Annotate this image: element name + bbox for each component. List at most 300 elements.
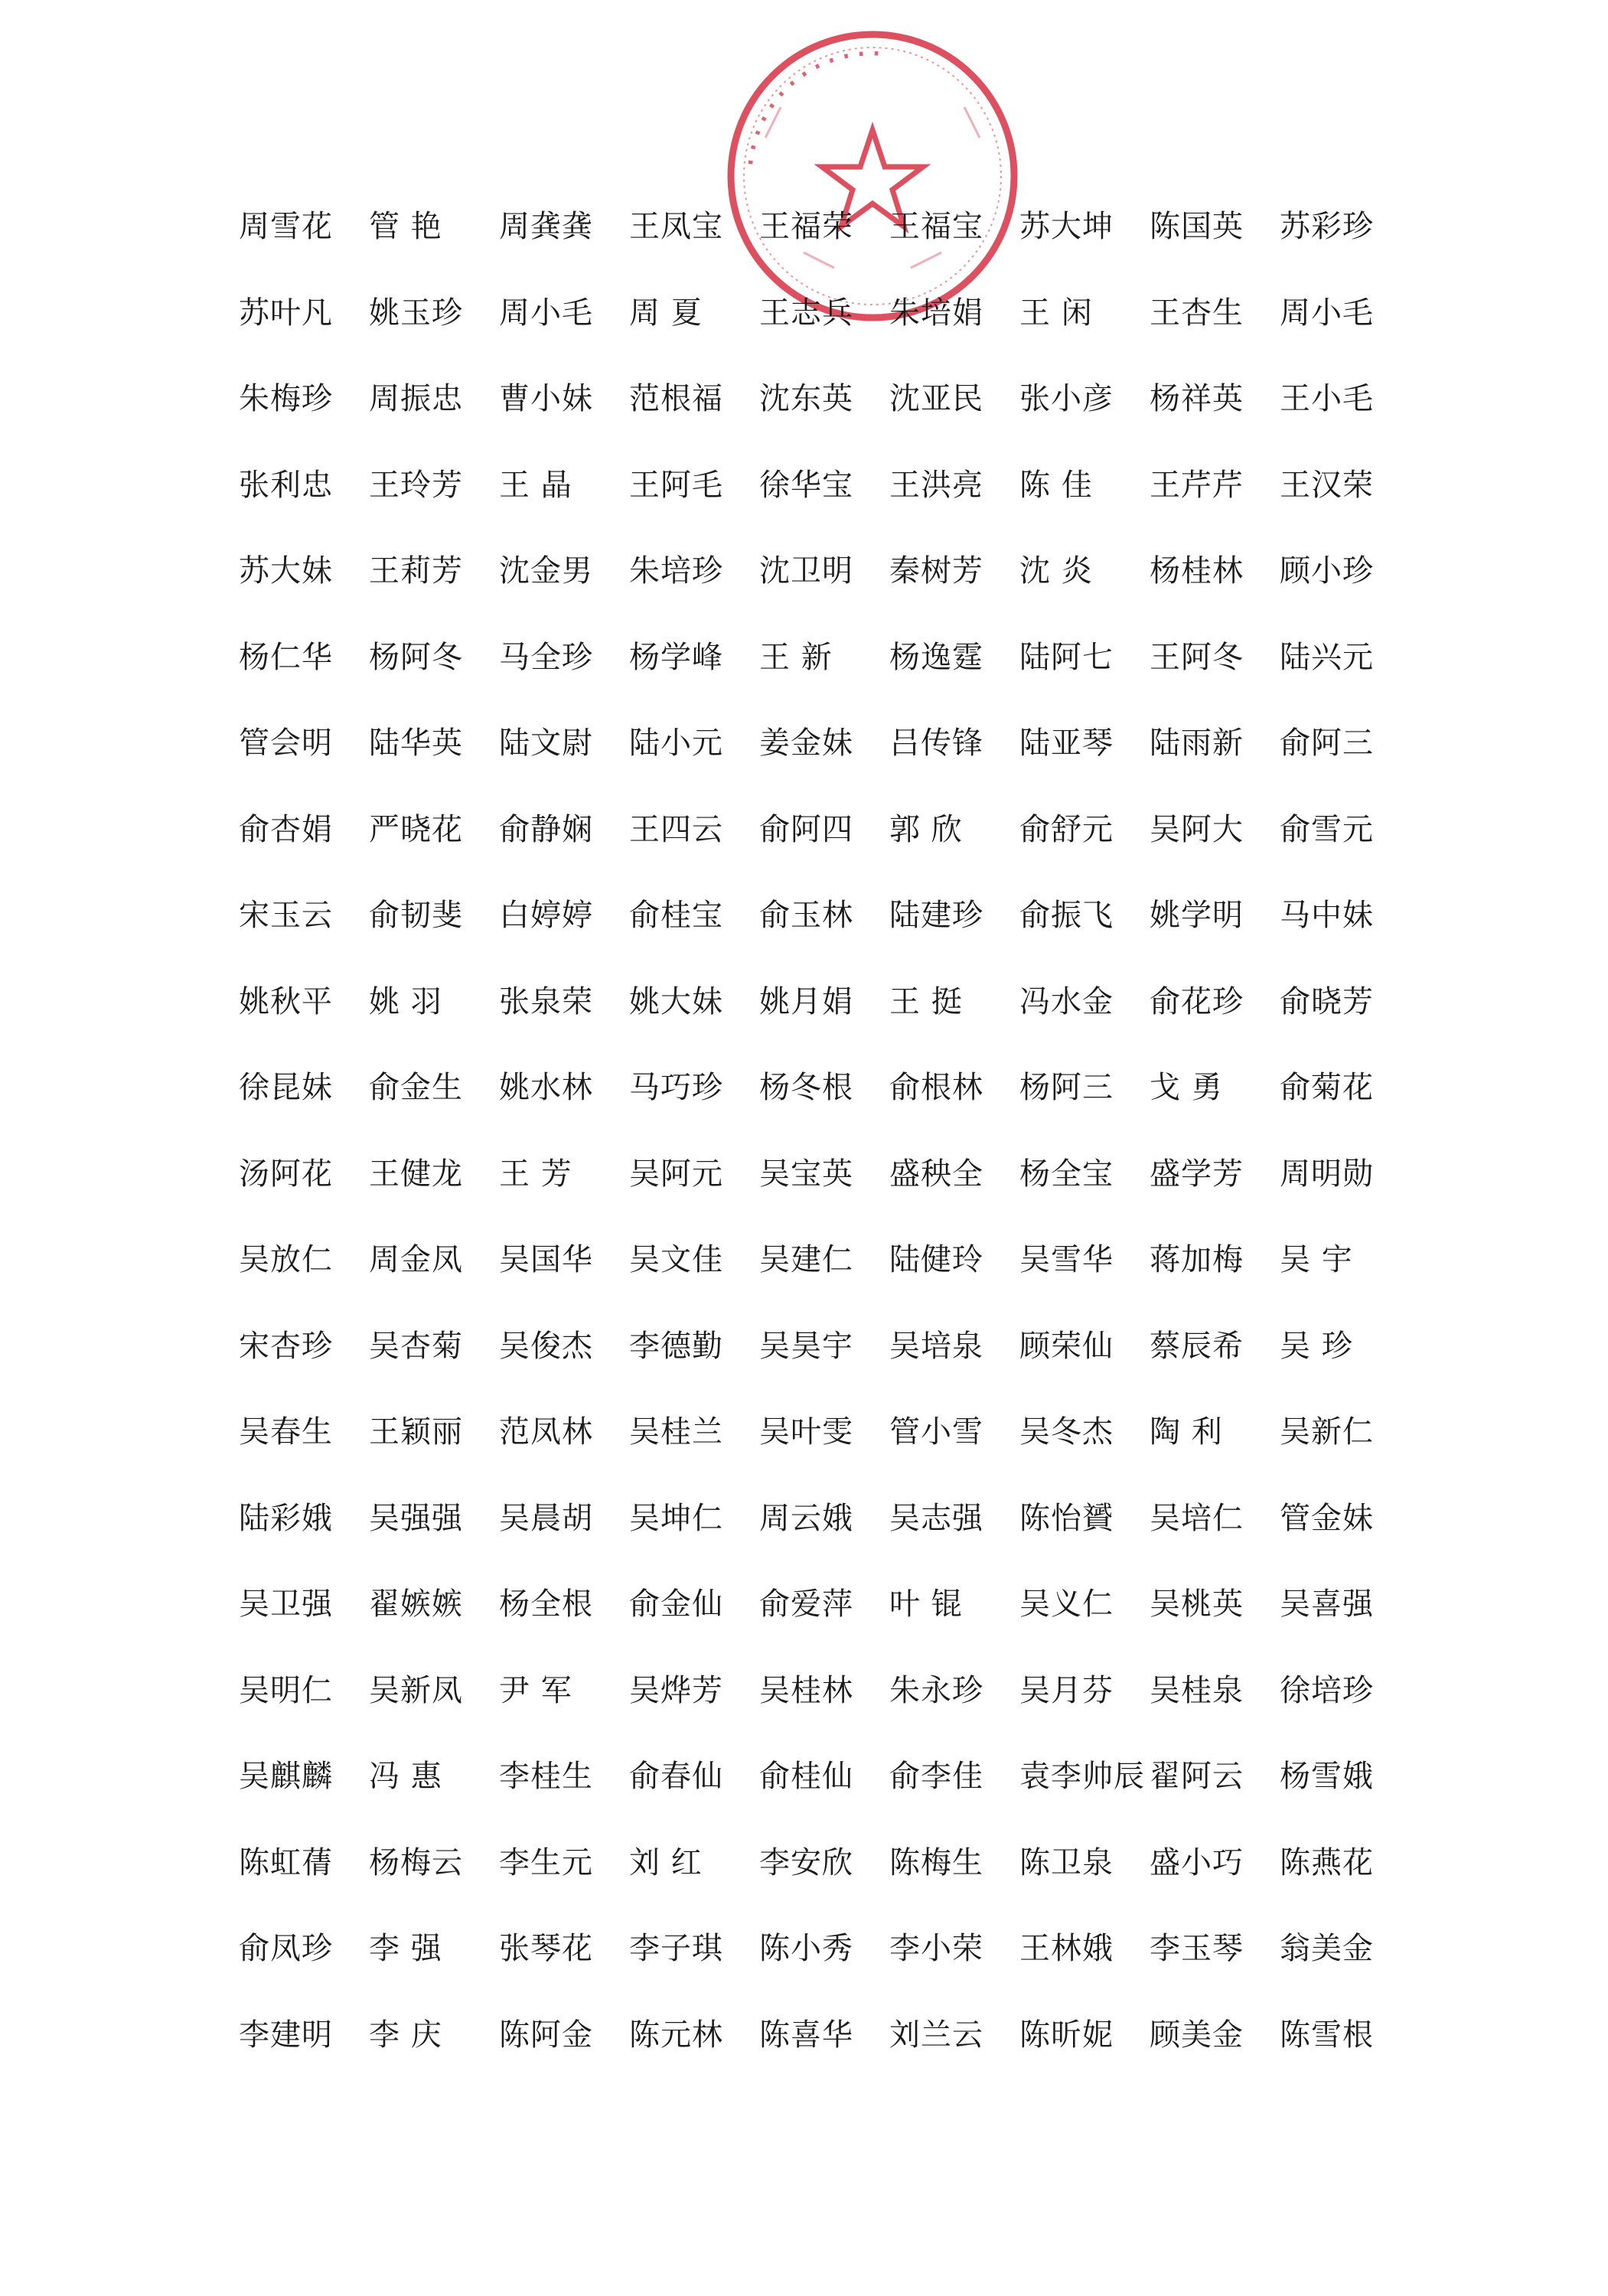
name-entry (759, 1672, 889, 1708)
name-text: 王汉荣 (1280, 467, 1374, 503)
name-entry (1280, 295, 1410, 331)
name-text: 杨全宝 (1019, 1156, 1114, 1192)
name-entry (499, 1672, 629, 1708)
name-entry (1019, 1242, 1150, 1278)
name-entry (629, 1242, 759, 1278)
name-entry (759, 1070, 889, 1106)
name-entry (499, 467, 629, 503)
name-entry (499, 1587, 629, 1623)
name-entry (239, 467, 369, 503)
name-text: 沈 炎 (1019, 553, 1093, 589)
name-text: 俞春仙 (629, 1759, 723, 1795)
name-text: 王林娥 (1019, 1931, 1114, 1967)
name-entry (369, 295, 499, 331)
name-text: 吴月芬 (1019, 1672, 1114, 1708)
name-text: 沈金男 (499, 553, 593, 589)
name-row (239, 184, 1433, 270)
name-entry (369, 553, 499, 589)
name-text: 周振忠 (369, 381, 463, 417)
name-text: 姚学明 (1150, 898, 1244, 934)
name-text: 周龚龚 (499, 209, 593, 245)
name-text: 张琴花 (499, 1931, 593, 1967)
name-entry (369, 381, 499, 417)
name-text: 吴晨胡 (499, 1500, 593, 1536)
name-entry (1280, 726, 1410, 762)
name-text: 吴卫强 (239, 1587, 333, 1623)
name-entry (499, 898, 629, 934)
name-text: 叶 锟 (889, 1587, 963, 1623)
name-entry (629, 553, 759, 589)
name-entry (889, 1070, 1019, 1106)
name-text: 苏彩珍 (1280, 209, 1374, 245)
name-entry (889, 1759, 1019, 1795)
name-text: 陆小元 (629, 726, 723, 762)
name-list (239, 184, 1433, 2078)
name-entry (1150, 1242, 1280, 1278)
name-text: 李安欣 (759, 1844, 853, 1880)
name-entry (499, 295, 629, 331)
name-text: 吴喜强 (1280, 1587, 1374, 1623)
name-text: 马巧珍 (629, 1070, 723, 1106)
name-text: 陆雨新 (1150, 726, 1244, 762)
name-entry (1280, 1328, 1410, 1364)
name-entry (499, 811, 629, 847)
name-text: 杨仁华 (239, 639, 333, 675)
name-text: 盛学芳 (1150, 1156, 1244, 1192)
name-row (239, 1906, 1433, 1992)
name-text: 王玲芳 (369, 467, 463, 503)
name-entry (889, 1414, 1019, 1450)
name-entry (889, 2017, 1019, 2053)
name-text: 陈昕妮 (1019, 2017, 1114, 2053)
name-entry (759, 983, 889, 1019)
name-entry (629, 209, 759, 245)
name-text: 吴明仁 (239, 1672, 333, 1708)
name-entry (499, 1242, 629, 1278)
name-entry (239, 1500, 369, 1536)
name-entry (499, 1931, 629, 1967)
name-entry (759, 1931, 889, 1967)
name-text: 吴国华 (499, 1242, 593, 1278)
name-entry (1019, 726, 1150, 762)
name-row (239, 442, 1433, 529)
name-entry (889, 1672, 1019, 1708)
name-entry (1150, 639, 1280, 675)
name-entry (1150, 467, 1280, 503)
name-text: 姚 羽 (369, 983, 442, 1019)
name-entry (369, 1070, 499, 1106)
name-text: 王 新 (759, 639, 833, 675)
name-entry (239, 811, 369, 847)
name-text: 俞韧斐 (369, 898, 463, 934)
name-text: 俞凤珍 (239, 1931, 333, 1967)
name-entry (1019, 1931, 1150, 1967)
name-text: 吴桃英 (1150, 1587, 1244, 1623)
name-entry (759, 381, 889, 417)
name-text: 李德勤 (629, 1328, 723, 1364)
name-entry (1280, 1844, 1410, 1880)
name-entry (1019, 1844, 1150, 1880)
name-text: 陈卫泉 (1019, 1844, 1114, 1880)
name-text: 刘兰云 (889, 2017, 983, 2053)
name-text: 严晓花 (369, 811, 463, 847)
name-text: 吴培泉 (889, 1328, 983, 1364)
name-row (239, 872, 1433, 959)
name-text: 李 庆 (369, 2017, 442, 2053)
name-entry (889, 553, 1019, 589)
name-entry (629, 2017, 759, 2053)
name-text: 吴建仁 (759, 1242, 853, 1278)
name-entry (369, 726, 499, 762)
name-text: 马中妹 (1280, 898, 1374, 934)
name-text: 王阿毛 (629, 467, 723, 503)
name-entry (759, 1328, 889, 1364)
name-text: 徐培珍 (1280, 1672, 1374, 1708)
name-entry (239, 209, 369, 245)
name-text: 李小荣 (889, 1931, 983, 1967)
name-text: 苏大妹 (239, 553, 333, 589)
name-entry (629, 639, 759, 675)
name-text: 吴文佳 (629, 1242, 723, 1278)
name-entry (369, 983, 499, 1019)
name-text: 吴阿大 (1150, 811, 1244, 847)
name-text: 吴雪华 (1019, 1242, 1114, 1278)
name-entry (239, 1242, 369, 1278)
name-text: 王志兵 (759, 295, 853, 331)
name-text: 姜金妹 (759, 726, 853, 762)
name-row (239, 615, 1433, 701)
name-entry (1150, 726, 1280, 762)
name-text: 吴志强 (889, 1500, 983, 1536)
name-entry (629, 983, 759, 1019)
name-entry (499, 1844, 629, 1880)
name-entry (629, 898, 759, 934)
name-entry (759, 1414, 889, 1450)
name-entry (1280, 898, 1410, 934)
name-entry (1280, 1759, 1410, 1795)
name-entry (1019, 983, 1150, 1019)
name-text: 俞雪元 (1280, 811, 1374, 847)
name-entry (759, 726, 889, 762)
name-entry (889, 381, 1019, 417)
name-entry (1150, 295, 1280, 331)
name-text: 陈喜华 (759, 2017, 853, 2053)
name-entry (1019, 295, 1150, 331)
name-text: 吴桂兰 (629, 1414, 723, 1450)
name-entry (759, 2017, 889, 2053)
name-text: 陈小秀 (759, 1931, 853, 1967)
name-text: 王杏生 (1150, 295, 1244, 331)
name-text: 姚大妹 (629, 983, 723, 1019)
name-text: 王 芳 (499, 1156, 572, 1192)
name-text: 陆彩娥 (239, 1500, 333, 1536)
name-text: 盛小巧 (1150, 1844, 1244, 1880)
name-text: 苏大坤 (1019, 209, 1114, 245)
name-entry (1019, 553, 1150, 589)
name-entry (1019, 1672, 1150, 1708)
name-text: 管 艳 (369, 209, 442, 245)
name-text: 俞桂宝 (629, 898, 723, 934)
name-text: 杨祥英 (1150, 381, 1244, 417)
name-entry (889, 1500, 1019, 1536)
name-text: 陆阿七 (1019, 639, 1114, 675)
name-entry (499, 639, 629, 675)
name-text: 管会明 (239, 726, 333, 762)
name-text: 俞爱萍 (759, 1587, 853, 1623)
name-entry (629, 1156, 759, 1192)
name-text: 李玉琴 (1150, 1931, 1244, 1967)
name-entry (1150, 1414, 1280, 1450)
name-row (239, 1131, 1433, 1218)
name-entry (759, 1587, 889, 1623)
name-row (239, 787, 1433, 873)
name-text: 俞静娴 (499, 811, 593, 847)
name-entry (1019, 1414, 1150, 1450)
name-text: 陆兴元 (1280, 639, 1374, 675)
name-text: 周明勋 (1280, 1156, 1374, 1192)
name-text: 顾美金 (1150, 2017, 1244, 2053)
name-entry (369, 1242, 499, 1278)
name-row (239, 1476, 1433, 1562)
name-entry (369, 1587, 499, 1623)
name-entry (1150, 381, 1280, 417)
name-text: 吴叶雯 (759, 1414, 853, 1450)
name-text: 吴宝英 (759, 1156, 853, 1192)
name-text: 王四云 (629, 811, 723, 847)
name-text: 吴烨芳 (629, 1672, 723, 1708)
name-entry (1019, 1070, 1150, 1106)
name-entry (889, 811, 1019, 847)
name-text: 俞金生 (369, 1070, 463, 1106)
name-text: 范根福 (629, 381, 723, 417)
name-entry (889, 639, 1019, 675)
name-entry (889, 467, 1019, 503)
name-entry (1280, 467, 1410, 503)
name-entry (369, 1931, 499, 1967)
name-text: 周金凤 (369, 1242, 463, 1278)
name-entry (629, 1587, 759, 1623)
name-text: 吴坤仁 (629, 1500, 723, 1536)
name-text: 俞杏娟 (239, 811, 333, 847)
name-entry (369, 1328, 499, 1364)
name-entry (239, 553, 369, 589)
name-entry (759, 1500, 889, 1536)
name-entry (499, 1328, 629, 1364)
name-entry (629, 1414, 759, 1450)
name-text: 俞菊花 (1280, 1070, 1374, 1106)
name-text: 曹小妹 (499, 381, 593, 417)
name-entry (889, 1156, 1019, 1192)
name-text: 范凤林 (499, 1414, 593, 1450)
name-entry (759, 553, 889, 589)
name-entry (1019, 209, 1150, 245)
name-entry (889, 209, 1019, 245)
name-text: 吴昊宇 (759, 1328, 853, 1364)
name-text: 王莉芳 (369, 553, 463, 589)
name-row (239, 1820, 1433, 1906)
name-text: 蒋加梅 (1150, 1242, 1244, 1278)
name-text: 苏叶凡 (239, 295, 333, 331)
name-row (239, 1992, 1433, 2079)
name-entry (759, 811, 889, 847)
name-text: 沈东英 (759, 381, 853, 417)
name-entry (629, 1844, 759, 1880)
name-text: 宋杏珍 (239, 1328, 333, 1364)
name-entry (1150, 898, 1280, 934)
name-entry (499, 553, 629, 589)
name-row (239, 1648, 1433, 1734)
name-text: 吴冬杰 (1019, 1414, 1114, 1450)
name-entry (759, 1156, 889, 1192)
name-text: 李建明 (239, 2017, 333, 2053)
name-text: 姚月娟 (759, 983, 853, 1019)
name-text: 杨学峰 (629, 639, 723, 675)
name-entry (239, 639, 369, 675)
name-entry (369, 898, 499, 934)
name-text: 李子琪 (629, 1931, 723, 1967)
name-entry (239, 2017, 369, 2053)
name-entry (1150, 1844, 1280, 1880)
name-text: 冯水金 (1019, 983, 1114, 1019)
name-text: 王福宝 (889, 209, 983, 245)
name-entry (889, 1844, 1019, 1880)
name-entry (369, 1414, 499, 1450)
name-text: 吴培仁 (1150, 1500, 1244, 1536)
name-entry (759, 639, 889, 675)
name-text: 王健龙 (369, 1156, 463, 1192)
name-text: 翁美金 (1280, 1931, 1374, 1967)
name-text: 盛秧全 (889, 1156, 983, 1192)
name-text: 周云娥 (759, 1500, 853, 1536)
name-entry (1019, 1156, 1150, 1192)
name-entry (889, 983, 1019, 1019)
name-entry (629, 1328, 759, 1364)
name-entry (239, 898, 369, 934)
name-text: 吴放仁 (239, 1242, 333, 1278)
name-entry (499, 726, 629, 762)
name-entry (889, 1931, 1019, 1967)
name-text: 郭 欣 (889, 811, 963, 847)
name-entry (889, 898, 1019, 934)
name-text: 杨阿三 (1019, 1070, 1114, 1106)
name-entry (1019, 381, 1150, 417)
name-text: 王 挺 (889, 983, 963, 1019)
name-entry (629, 811, 759, 847)
name-text: 周雪花 (239, 209, 333, 245)
name-entry (1280, 209, 1410, 245)
name-entry (1019, 898, 1150, 934)
name-text: 周 夏 (629, 295, 703, 331)
name-text: 吴杏菊 (369, 1328, 463, 1364)
name-entry (1150, 1328, 1280, 1364)
name-text: 周小毛 (1280, 295, 1374, 331)
name-entry (1280, 1587, 1410, 1623)
name-entry (499, 1759, 629, 1795)
name-text: 李桂生 (499, 1759, 593, 1795)
name-entry (889, 1587, 1019, 1623)
name-entry (499, 209, 629, 245)
name-entry (889, 295, 1019, 331)
name-entry (1280, 1156, 1410, 1192)
name-entry (889, 1242, 1019, 1278)
name-entry (1019, 1587, 1150, 1623)
name-text: 刘 红 (629, 1844, 703, 1880)
name-text: 吴桂林 (759, 1672, 853, 1708)
name-text: 吴义仁 (1019, 1587, 1114, 1623)
name-text: 吴春生 (239, 1414, 333, 1450)
name-entry (499, 1156, 629, 1192)
name-entry (759, 467, 889, 503)
name-text: 秦树芳 (889, 553, 983, 589)
name-entry (369, 1500, 499, 1536)
name-text: 徐华宝 (759, 467, 853, 503)
name-row (239, 528, 1433, 615)
name-text: 杨逸霆 (889, 639, 983, 675)
name-entry (1280, 811, 1410, 847)
svg-text:·············: ············· (731, 34, 886, 171)
name-text: 陆华英 (369, 726, 463, 762)
name-entry (1150, 1931, 1280, 1967)
name-text: 李生元 (499, 1844, 593, 1880)
name-text: 白婷婷 (499, 898, 593, 934)
name-text: 杨冬根 (759, 1070, 853, 1106)
name-entry (1280, 1672, 1410, 1708)
name-text: 顾小珍 (1280, 553, 1374, 589)
name-text: 尹 军 (499, 1672, 572, 1708)
name-entry (369, 1672, 499, 1708)
name-text: 姚水林 (499, 1070, 593, 1106)
name-entry (629, 467, 759, 503)
name-text: 吴 宇 (1280, 1242, 1353, 1278)
name-text: 杨雪娥 (1280, 1759, 1374, 1795)
name-text: 王颖丽 (369, 1414, 463, 1450)
name-text: 俞舒元 (1019, 811, 1114, 847)
name-text: 朱培娟 (889, 295, 983, 331)
name-entry (629, 1759, 759, 1795)
name-row (239, 270, 1433, 357)
name-text: 吴麒麟 (239, 1759, 333, 1795)
name-entry (369, 1156, 499, 1192)
name-text: 管金妹 (1280, 1500, 1374, 1536)
name-text: 王洪亮 (889, 467, 983, 503)
name-text: 翟阿云 (1150, 1759, 1244, 1795)
name-text: 顾荣仙 (1019, 1328, 1114, 1364)
name-text: 陈怡贇 (1019, 1500, 1114, 1536)
name-text: 陆亚琴 (1019, 726, 1114, 762)
name-text: 俞玉林 (759, 898, 853, 934)
name-row (239, 356, 1433, 442)
name-entry (1150, 1500, 1280, 1536)
name-text: 陈虹蒨 (239, 1844, 333, 1880)
name-entry (1150, 983, 1280, 1019)
name-entry (239, 983, 369, 1019)
name-text: 翟嫉嫉 (369, 1587, 463, 1623)
name-text: 张利忠 (239, 467, 333, 503)
name-text: 王 闲 (1019, 295, 1093, 331)
name-entry (239, 1587, 369, 1623)
name-entry (1019, 1500, 1150, 1536)
name-entry (369, 1759, 499, 1795)
name-text: 陈国英 (1150, 209, 1244, 245)
name-text: 朱永珍 (889, 1672, 983, 1708)
name-entry (759, 1759, 889, 1795)
name-entry (1280, 1242, 1410, 1278)
name-entry (239, 726, 369, 762)
name-text: 杨梅云 (369, 1844, 463, 1880)
name-text: 朱培珍 (629, 553, 723, 589)
name-entry (239, 1070, 369, 1106)
name-text: 陈梅生 (889, 1844, 983, 1880)
